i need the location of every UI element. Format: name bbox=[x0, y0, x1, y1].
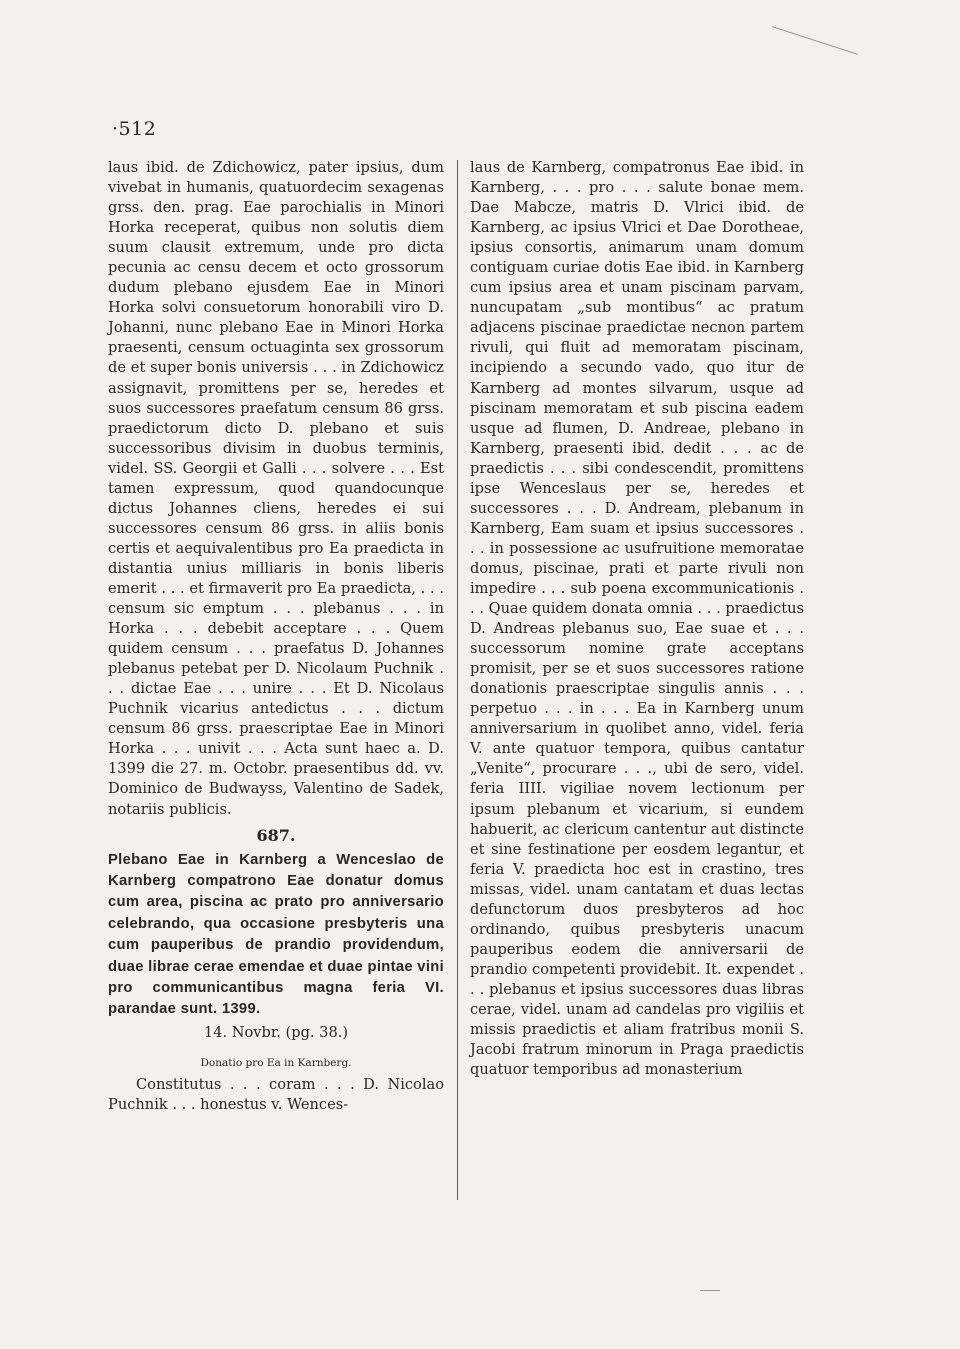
column-divider bbox=[457, 160, 458, 1200]
left-column-text: laus ibid. de Zdichowicz, pater ipsius, dum vivebat in humanis, quatuordecim sexagenas grss. den. prag. Eae parochialis in Minori Horka receperat, quibus non solutis diem suum clausit extremum, unde pro dicta pecunia ac censu decem et octo grossorum dudum plebano ejusdem Eae in Minori Horka solvi consuetorum honorabili viro D. Johanni, nunc plebano Eae in Minori Horka praesenti, censum octuaginta sex grossorum de et super bonis universis . . . in Zdichowicz assignavit, promittens per se, heredes et suos successores praefatum censum 86 grss. praedictorum dicto D. plebano et suis successoribus divisim in duobus terminis, videl. SS. Georgii et Galli . . . solvere . . . Est tamen expressum, quod quandocunque dictus Johannes cliens, heredes ei sui successores censum 86 grss. in aliis bonis certis et aequivalentibus pro Ea praedicta in distantia unius milliaris in bonis liberis emerit . . . et firmaverit pro Ea praedicta, . . . censum sic emptum . . . plebanus . . . in Horka . . . debebit acceptare . . . Quem quidem censum . . . praefatus D. Johannes plebanus petebat per D. Nicolaum Puchnik . . . dictae Eae . . . unire . . . Et D. Nicolaus Puchnik vicarius antedictus . . . dictum censum 86 grss. praescriptae Eae in Minori Horka . . . univit . . . Acta sunt haec a. D. 1399 die 27. m. Octobr. praesentibus dd. vv. Dominico de Budwayss, Valentino de Sadek, notariis publicis. bbox=[108, 159, 444, 818]
document-heading: Plebano Eae in Karnberg a Wenceslao de Karnberg compatrono Eae donatur domus cum area, piscina ac prato pro anniversario celebrando, qua occasione presbyteris una cum pauperibus de prandio providendum, duae librae cerae emendae et duae pintae vini pro communicantibus magna feria VI. parandae sunt. 1399. bbox=[108, 851, 444, 1018]
scan-mark bbox=[700, 1290, 720, 1291]
page-number: ·512 bbox=[112, 118, 157, 140]
right-column bbox=[470, 158, 804, 1080]
document-date: 14. Novbr. (pg. 38.) bbox=[203, 1023, 349, 1041]
document-opening-text: Constitutus . . . coram . . . D. Nicolao Puchnik . . . honestus v. Wences- bbox=[108, 1075, 444, 1113]
document-number: 687. bbox=[256, 825, 296, 845]
left-column bbox=[108, 158, 444, 1115]
scan-mark bbox=[772, 26, 858, 55]
right-column-text: laus de Karnberg, compatronus Eae ibid. in Karnberg, . . . pro . . . salute bonae mem. Dae Mabcze, matris D. Vlrici ibid. de Karnberg, ac ipsius Vlrici et Dae Dorotheae, ipsius consortis, animarum unam domum contiguam curiae dotis Eae ibid. in Karnberg cum ipsius area et unam piscinam parvam, nuncupatam „sub montibus“ ac pratum adjacens piscinae praedictae necnon partem rivuli, qui fluit ad memoratam piscinam, incipiendo a secundo vado, quo itur de Karnberg ad montes silvarum, usque ad piscinam memoratam et sub piscina eadem usque ad flumen, D. Andreae, plebano in Karnberg, praesenti ibid. dedit . . . ac de praedictis . . . sibi condescendit, promittens ipse Wenceslaus per se, heredes et successores . . . D. Andream, plebanum in Karnberg, Eam suam et ipsius successores . . . in possessione ac usufruitione memoratae domus, piscinae, prati et parte rivuli non impedire . . . sub poena excommunicationis . . . Quae quidem donata omnia . . . praedictus D. Andreas plebanus suo, Eae suae et . . . successorum nomine grate acceptans promisit, per se et suos successores ratione donationis praescriptae singulis annis . . . perpetuo . . . in . . . Ea in Karnberg unum anniversarium in quolibet anno, videl. feria V. ante quatuor tempora, quibus cantatur „Venite“, procurare . . ., ubi de sero, videl. feria IIII. vigiliae novem lectionum per ipsum plebanum et vicarium, si eundem habuerit, ac clericum cantentur aut distincte et sine festinatione per eosdem legantur, et feria V. praedicta hoc est in crastino, tres missas, videl. unam cantatam et duas lectas defunctorum duos presbyteros ad hoc ordinando, quibus presbyteris unacum pauperibus eodem die anniversarii de prandio competenti providebit. It. expendet . . . plebanus et ipsius successores duas libras cerae, videl. unam ad candelas pro vigiliis et missis praedictis et aliam fratribus monii S. Jacobi fratrum minorum in Praga praedictis quatuor temporibus ad monasterium bbox=[470, 159, 804, 1079]
document-subheading: Donatio pro Ea in Karnberg. bbox=[200, 1056, 352, 1069]
